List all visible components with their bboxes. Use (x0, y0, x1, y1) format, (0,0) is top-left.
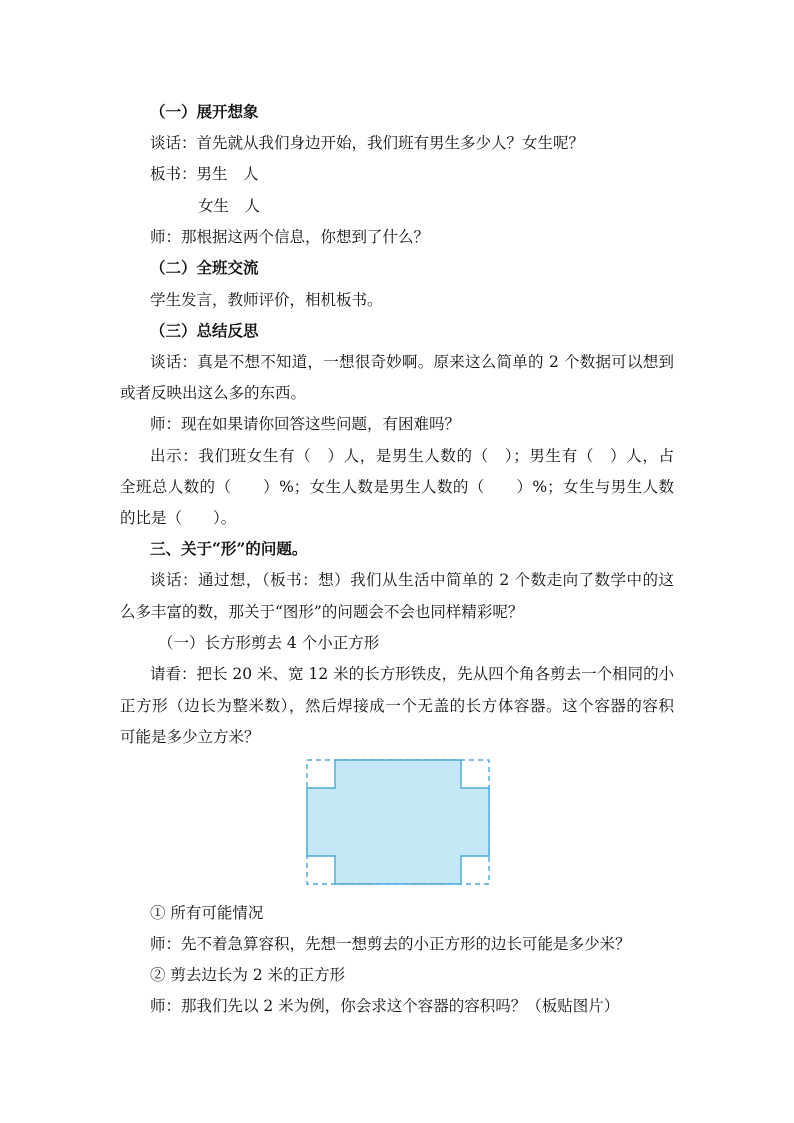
paragraph: 学生发言，教师评价，相机板书。 (150, 291, 383, 309)
part-title-3: 三、关于“形”的问题。 (150, 539, 308, 558)
section-title-1: （一）展开想象 (150, 102, 259, 121)
paragraph-line: 的比是（ ）。 (120, 509, 237, 527)
paragraph: 师：那我们先以 2 米为例，你会求这个容器的容积吗？（板贴图片） (150, 997, 620, 1015)
paragraph: 师：那根据这两个信息，你想到了什么？ (150, 228, 430, 246)
list-item: ② 剪去边长为 2 米的正方形 (150, 966, 346, 984)
paragraph-line: 正方形（边长为整米数），然后焊接成一个无盖的长方体容器。这个容器的容积 (120, 697, 674, 715)
paragraph-line: 么多丰富的数，那关于“图形”的问题会不会也同样精彩呢？ (120, 603, 524, 621)
paragraph-line: 可能是多少立方米？ (120, 728, 260, 746)
board-text: 板书：男生 人 (150, 165, 259, 183)
section-title-3: （三）总结反思 (150, 321, 259, 340)
paragraph-line: 谈话：通过想，（板书：想）我们从生活中简单的 2 个数走向了数学中的这 (150, 571, 674, 589)
paragraph: 谈话：首先就从我们身边开始，我们班有男生多少人？女生呢？ (150, 134, 585, 152)
paragraph-line: 全班总人数的（ ）%；女生人数是男生人数的（ ）%；女生与男生人数 (120, 478, 674, 496)
paragraph: 师：现在如果请你回答这些问题，有困难吗？ (150, 415, 461, 433)
paragraph: 师：先不着急算容积，先想一想剪去的小正方形的边长可能是多少米？ (150, 935, 631, 953)
paragraph-line: 或者反映出这么多的东西。 (120, 384, 307, 402)
section-title-2: （二）全班交流 (150, 258, 259, 277)
subsection-title: （一）长方形剪去 4 个小正方形 (158, 634, 380, 652)
list-item: ① 所有可能情况 (150, 904, 264, 922)
paragraph-line: 谈话：真是不想不知道，一想很奇妙啊。原来这么简单的 2 个数据可以想到 (150, 353, 674, 371)
board-text: 女生 人 (198, 197, 261, 215)
figure-shape-cut-rectangle (307, 760, 489, 884)
paragraph-line: 出示：我们班女生有（ ）人，是男生人数的（ ）；男生有（ ）人，占 (150, 447, 674, 465)
paragraph-line: 请看：把长 20 米、宽 12 米的长方形铁皮，先从四个角各剪去一个相同的小 (150, 665, 675, 683)
